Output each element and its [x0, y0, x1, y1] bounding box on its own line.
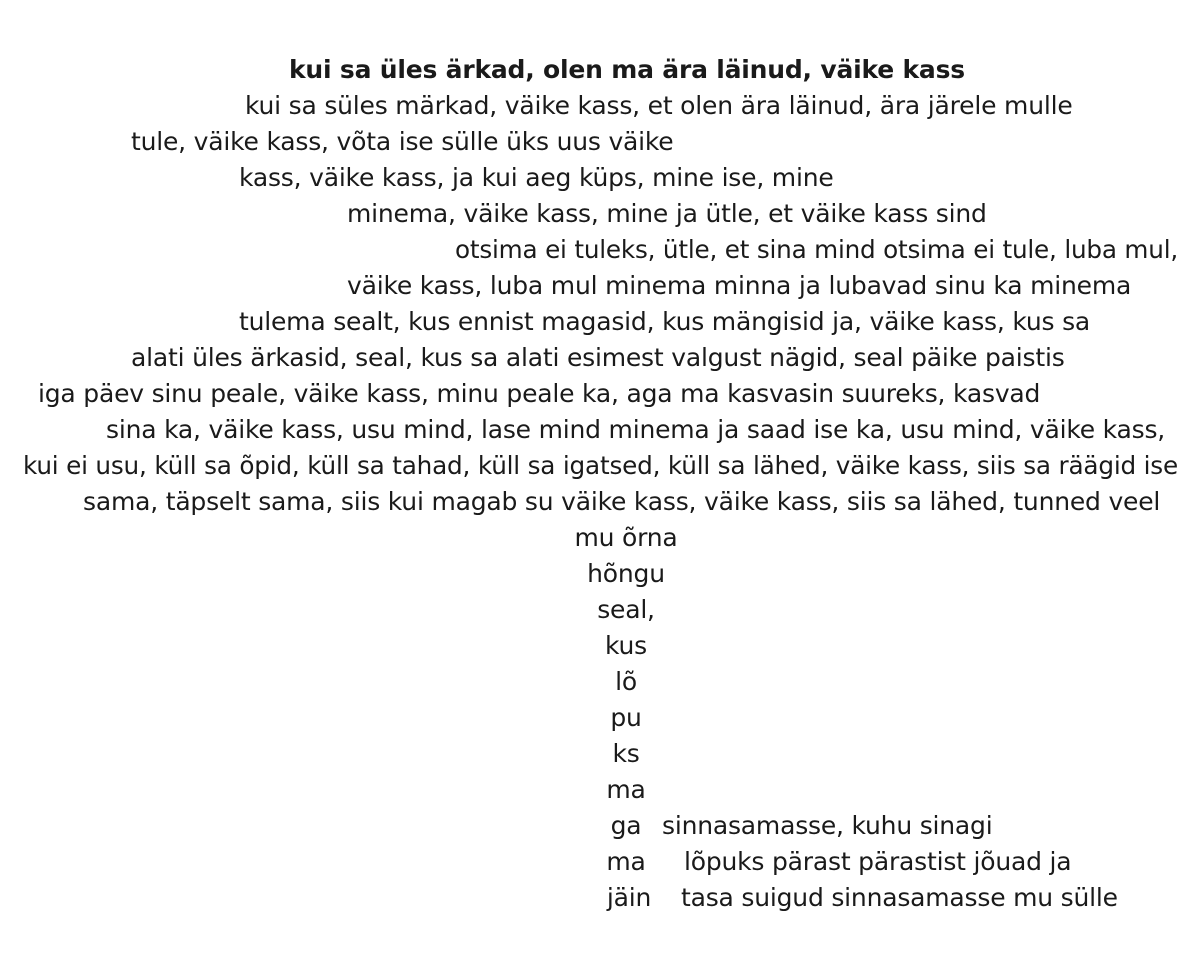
poem-line: kui sa süles märkad, väike kass, et olen ära läinud, ära järele mulle	[245, 91, 1073, 120]
side-line: lõpuks pärast pärastist jõuad ja	[684, 847, 1072, 876]
poem-line: otsima ei tuleks, ütle, et sina mind otsima ei tule, luba mul,	[455, 235, 1179, 264]
poem-line: kui ei usu, küll sa õpid, küll sa tahad, küll sa igatsed, küll sa lähed, väike kass, siis sa räägid ise	[23, 451, 1178, 480]
column-word: ma	[606, 775, 646, 804]
column-word: mu õrna	[574, 523, 678, 552]
poem-line: väike kass, luba mul minema minna ja lubavad sinu ka minema	[347, 271, 1132, 300]
side-line: tasa suigud sinnasamasse mu sülle	[681, 883, 1118, 912]
side-line: sinnasamasse, kuhu sinagi	[662, 811, 993, 840]
column-word: kus	[605, 631, 647, 660]
poem-line: tulema sealt, kus ennist magasid, kus mängisid ja, väike kass, kus sa	[239, 307, 1091, 336]
column-word: pu	[610, 703, 642, 732]
poem-line: sama, täpselt sama, siis kui magab su väike kass, väike kass, siis sa lähed, tunned veel	[83, 487, 1161, 516]
poem-line: iga päev sinu peale, väike kass, minu peale ka, aga ma kasvasin suureks, kasvad	[38, 379, 1041, 408]
column-word: ma	[606, 847, 646, 876]
column-word: hõngu	[587, 559, 665, 588]
column-word: lõ	[615, 667, 637, 696]
poem-line: tule, väike kass, võta ise sülle üks uus väike	[131, 127, 674, 156]
poem-title: kui sa üles ärkad, olen ma ära läinud, väike kass	[289, 55, 965, 84]
column-word: jäin	[606, 883, 652, 912]
poem-line: alati üles ärkasid, seal, kus sa alati esimest valgust nägid, seal päike paistis	[131, 343, 1065, 372]
poem-line: sina ka, väike kass, usu mind, lase mind minema ja saad ise ka, usu mind, väike kass,	[106, 415, 1166, 444]
column-word: seal,	[597, 595, 655, 624]
column-word: ga	[610, 811, 642, 840]
poem-line: kass, väike kass, ja kui aeg küps, mine ise, mine	[239, 163, 834, 192]
column-word: ks	[612, 739, 640, 768]
poem-line: minema, väike kass, mine ja ütle, et väike kass sind	[347, 199, 987, 228]
